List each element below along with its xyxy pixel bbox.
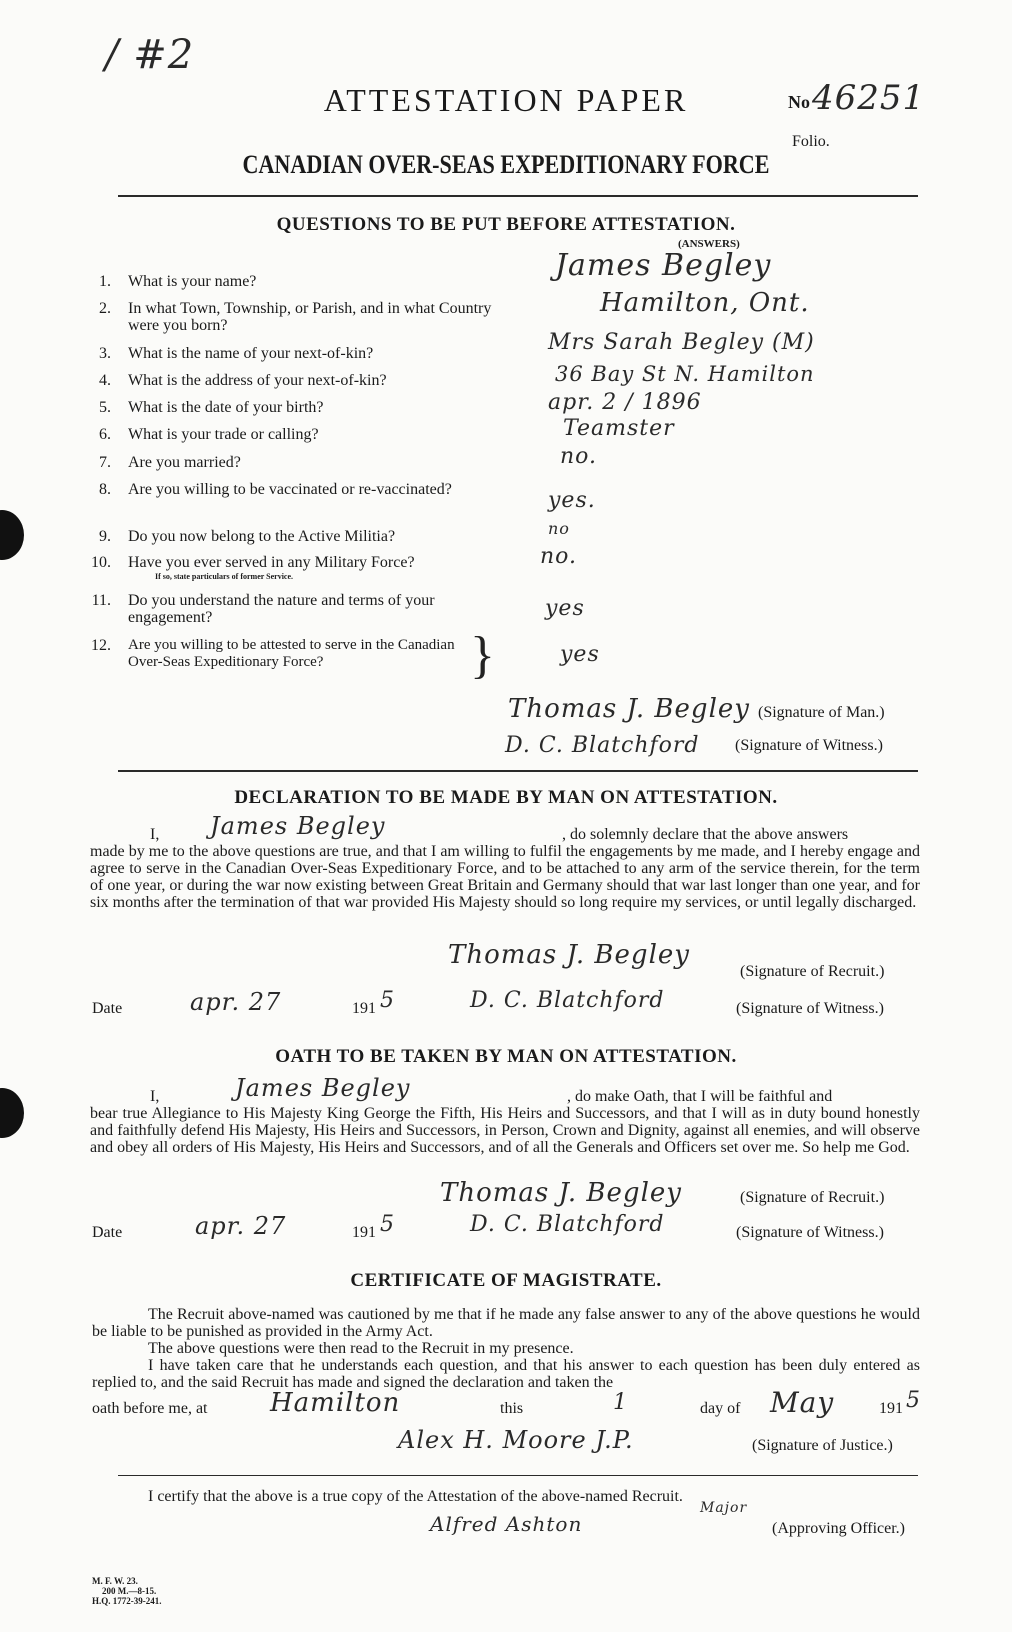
oath-signature-recruit: Thomas J. Begley [440, 1178, 682, 1208]
form-code-line: H.Q. 1772-39-241. [92, 1596, 162, 1606]
oath-i: I, [150, 1088, 160, 1105]
declaration-text: made by me to the above questions are true, and that I am willing to fulfil the engagements by me made, and I hereby engage and agree to serve in the Canadian Over-Seas Expeditionary Force, and to be attached to any arm of the service therein, for the term of one year, or during the war now existing between Great Britain and Germany should that war last longer than one year, and for six months after the termination of that war provided His Majesty should so long require my services, or until legally discharged. [90, 843, 920, 911]
answer-birthplace: Hamilton, Ont. [600, 288, 810, 318]
answer-understand-terms: yes [545, 596, 585, 621]
certificate-year-suffix: 5 [906, 1388, 921, 1413]
signature-witness-label: (Signature of Witness.) [735, 737, 883, 754]
oath-text-start: , do make Oath, that I will be faithful and [567, 1088, 833, 1105]
form-code-line: M. F. W. 23. [92, 1576, 138, 1586]
answer-married: no. [560, 444, 598, 469]
form-code [92, 1576, 162, 1606]
corner-handwritten-marks: / #2 [105, 32, 195, 78]
justice-label: (Signature of Justice.) [752, 1437, 893, 1454]
declaration-text-start: , do solemnly declare that the above answers [562, 826, 849, 843]
declaration-i: I, [150, 826, 160, 843]
question-text: Do you understand the nature and terms of your engagement? [128, 592, 435, 626]
oath-text: bear true Allegiance to His Majesty King George the Fifth, His Heirs and Successors, and that I will as in duty bound honestly and faithfully defend His Majesty, His Heirs and Successors, in Person, Crown and Dignity, against all enemies, and will observe and obey all orders of His Majesty, His Heirs and Successors, and of all the Generals and Officers set over me. So help me God. [90, 1105, 920, 1156]
answer-next-of-kin-address: 36 Bay St N. Hamilton [555, 362, 815, 386]
divider [118, 1475, 918, 1476]
signature-witness: D. C. Blatchford [505, 733, 700, 758]
question-text: What is your trade or calling? [128, 426, 319, 443]
place: Hamilton [270, 1388, 401, 1418]
question-number: 11. [91, 592, 111, 609]
question-text: Have you ever served in any Military Force? [128, 554, 415, 571]
brace: } [470, 627, 495, 684]
year-suffix: 5 [380, 1212, 395, 1237]
question-text: Are you willing to be attested to serve in the Canadian Over-Seas Expeditionary Force? [128, 637, 455, 670]
question-number: 8. [99, 481, 111, 498]
this-label: this [500, 1400, 524, 1417]
copy-certification: I certify that the above is a true copy of the Attestation of the above-named Recruit. [148, 1488, 683, 1505]
approving-officer-signature: Alfred Ashton [430, 1512, 583, 1536]
question-number: 10. [91, 554, 111, 571]
answer-active-militia: no [548, 519, 570, 538]
question-text: Are you willing to be vaccinated or re-vaccinated? [128, 481, 452, 498]
answer-vaccinated: yes. [548, 488, 596, 513]
signature-recruit-label: (Signature of Recruit.) [740, 963, 885, 980]
question-text: Do you now belong to the Active Militia? [128, 528, 396, 545]
year-prefix: 191 [352, 1000, 376, 1017]
approving-officer-label: (Approving Officer.) [772, 1520, 905, 1537]
day-of-label: day of [700, 1400, 741, 1417]
answer-military-force: no. [540, 544, 578, 569]
oath-witness: D. C. Blatchford [470, 1212, 665, 1237]
regimental-number: 46251 [812, 78, 926, 118]
question-subnote: If so, state particulars of former Service. [155, 572, 294, 581]
certificate-heading: CERTIFICATE OF MAGISTRATE. [350, 1270, 662, 1291]
question-number: 5. [99, 399, 111, 416]
questions-heading: QUESTIONS TO BE PUT BEFORE ATTESTATION. [276, 214, 736, 235]
declaration-witness: D. C. Blatchford [470, 988, 665, 1013]
answers-label: (ANSWERS) [678, 238, 740, 250]
question-number: 2. [99, 300, 111, 317]
question-number: 4. [99, 372, 111, 389]
answer-willing-attested: yes [560, 642, 600, 667]
declaration-date: apr. 27 [190, 988, 282, 1016]
question-text: In what Town, Township, or Parish, and in what Country were you born? [128, 300, 492, 334]
oath-date: apr. 27 [195, 1212, 287, 1240]
date-label: Date [92, 1000, 123, 1017]
answer-name: James Begley [555, 248, 772, 283]
question-number: 9. [99, 528, 111, 545]
day-value: 1 [613, 1390, 628, 1415]
question-text: What is the date of your birth? [128, 399, 324, 416]
oath-name: James Begley [235, 1074, 411, 1102]
signature-witness-label: (Signature of Witness.) [736, 1224, 884, 1241]
punch-hole [0, 510, 24, 560]
year-suffix: 5 [380, 988, 395, 1013]
justice-signature: Alex H. Moore J.P. [398, 1426, 634, 1454]
declaration-name: James Begley [210, 812, 386, 840]
question-number: 7. [99, 454, 111, 471]
question-text: What is the name of your next-of-kin? [128, 345, 374, 362]
month-value: May [770, 1386, 835, 1419]
number-label: No [788, 92, 810, 112]
folio-label: Folio. [792, 133, 830, 150]
document-title: ATTESTATION PAPER [323, 82, 689, 118]
divider [118, 195, 918, 197]
declaration-heading: DECLARATION TO BE MADE BY MAN ON ATTESTATION. [234, 787, 778, 808]
question-number: 1. [99, 273, 111, 290]
date-label: Date [92, 1224, 123, 1241]
answer-birth-date: apr. 2 / 1896 [548, 390, 702, 415]
certificate-text-caution: The Recruit above-named was cautioned by me that if he made any false answer to any of the above questions he would be liable to be punished as provided in the Army Act. [92, 1306, 920, 1340]
answer-next-of-kin: Mrs Sarah Begley (M) [548, 330, 815, 355]
signature-man: Thomas J. Begley [508, 694, 750, 724]
signature-witness-label: (Signature of Witness.) [736, 1000, 884, 1017]
question-number: 12. [91, 637, 111, 654]
document-subtitle: CANADIAN OVER-SEAS EXPEDITIONARY FORCE [242, 150, 770, 179]
divider [118, 770, 918, 772]
approving-officer-rank: Major [700, 1500, 748, 1516]
certificate-text-care: I have taken care that he understands each question, and that his answer to each question has been duly entered as replied to, and the said Recruit has made and signed the declaration and taken the [92, 1357, 920, 1391]
question-text: What is your name? [128, 273, 257, 290]
year-prefix: 191 [352, 1224, 376, 1241]
question-number: 6. [99, 426, 111, 443]
declaration-signature-recruit: Thomas J. Begley [448, 940, 690, 970]
signature-man-label: (Signature of Man.) [758, 704, 885, 721]
question-number: 3. [99, 345, 111, 362]
oath-before-label: oath before me, at [92, 1400, 208, 1417]
year-prefix: 191 [879, 1400, 903, 1417]
question-text: What is the address of your next-of-kin? [128, 372, 387, 389]
signature-recruit-label: (Signature of Recruit.) [740, 1189, 885, 1206]
question-text: Are you married? [128, 454, 241, 471]
answer-trade: Teamster [563, 416, 675, 441]
form-code-line: 200 M.—8-15. [102, 1586, 157, 1596]
punch-hole [0, 1088, 24, 1138]
oath-heading: OATH TO BE TAKEN BY MAN ON ATTESTATION. [275, 1046, 737, 1067]
certificate-text-read: The above questions were then read to the Recruit in my presence. [148, 1340, 574, 1357]
